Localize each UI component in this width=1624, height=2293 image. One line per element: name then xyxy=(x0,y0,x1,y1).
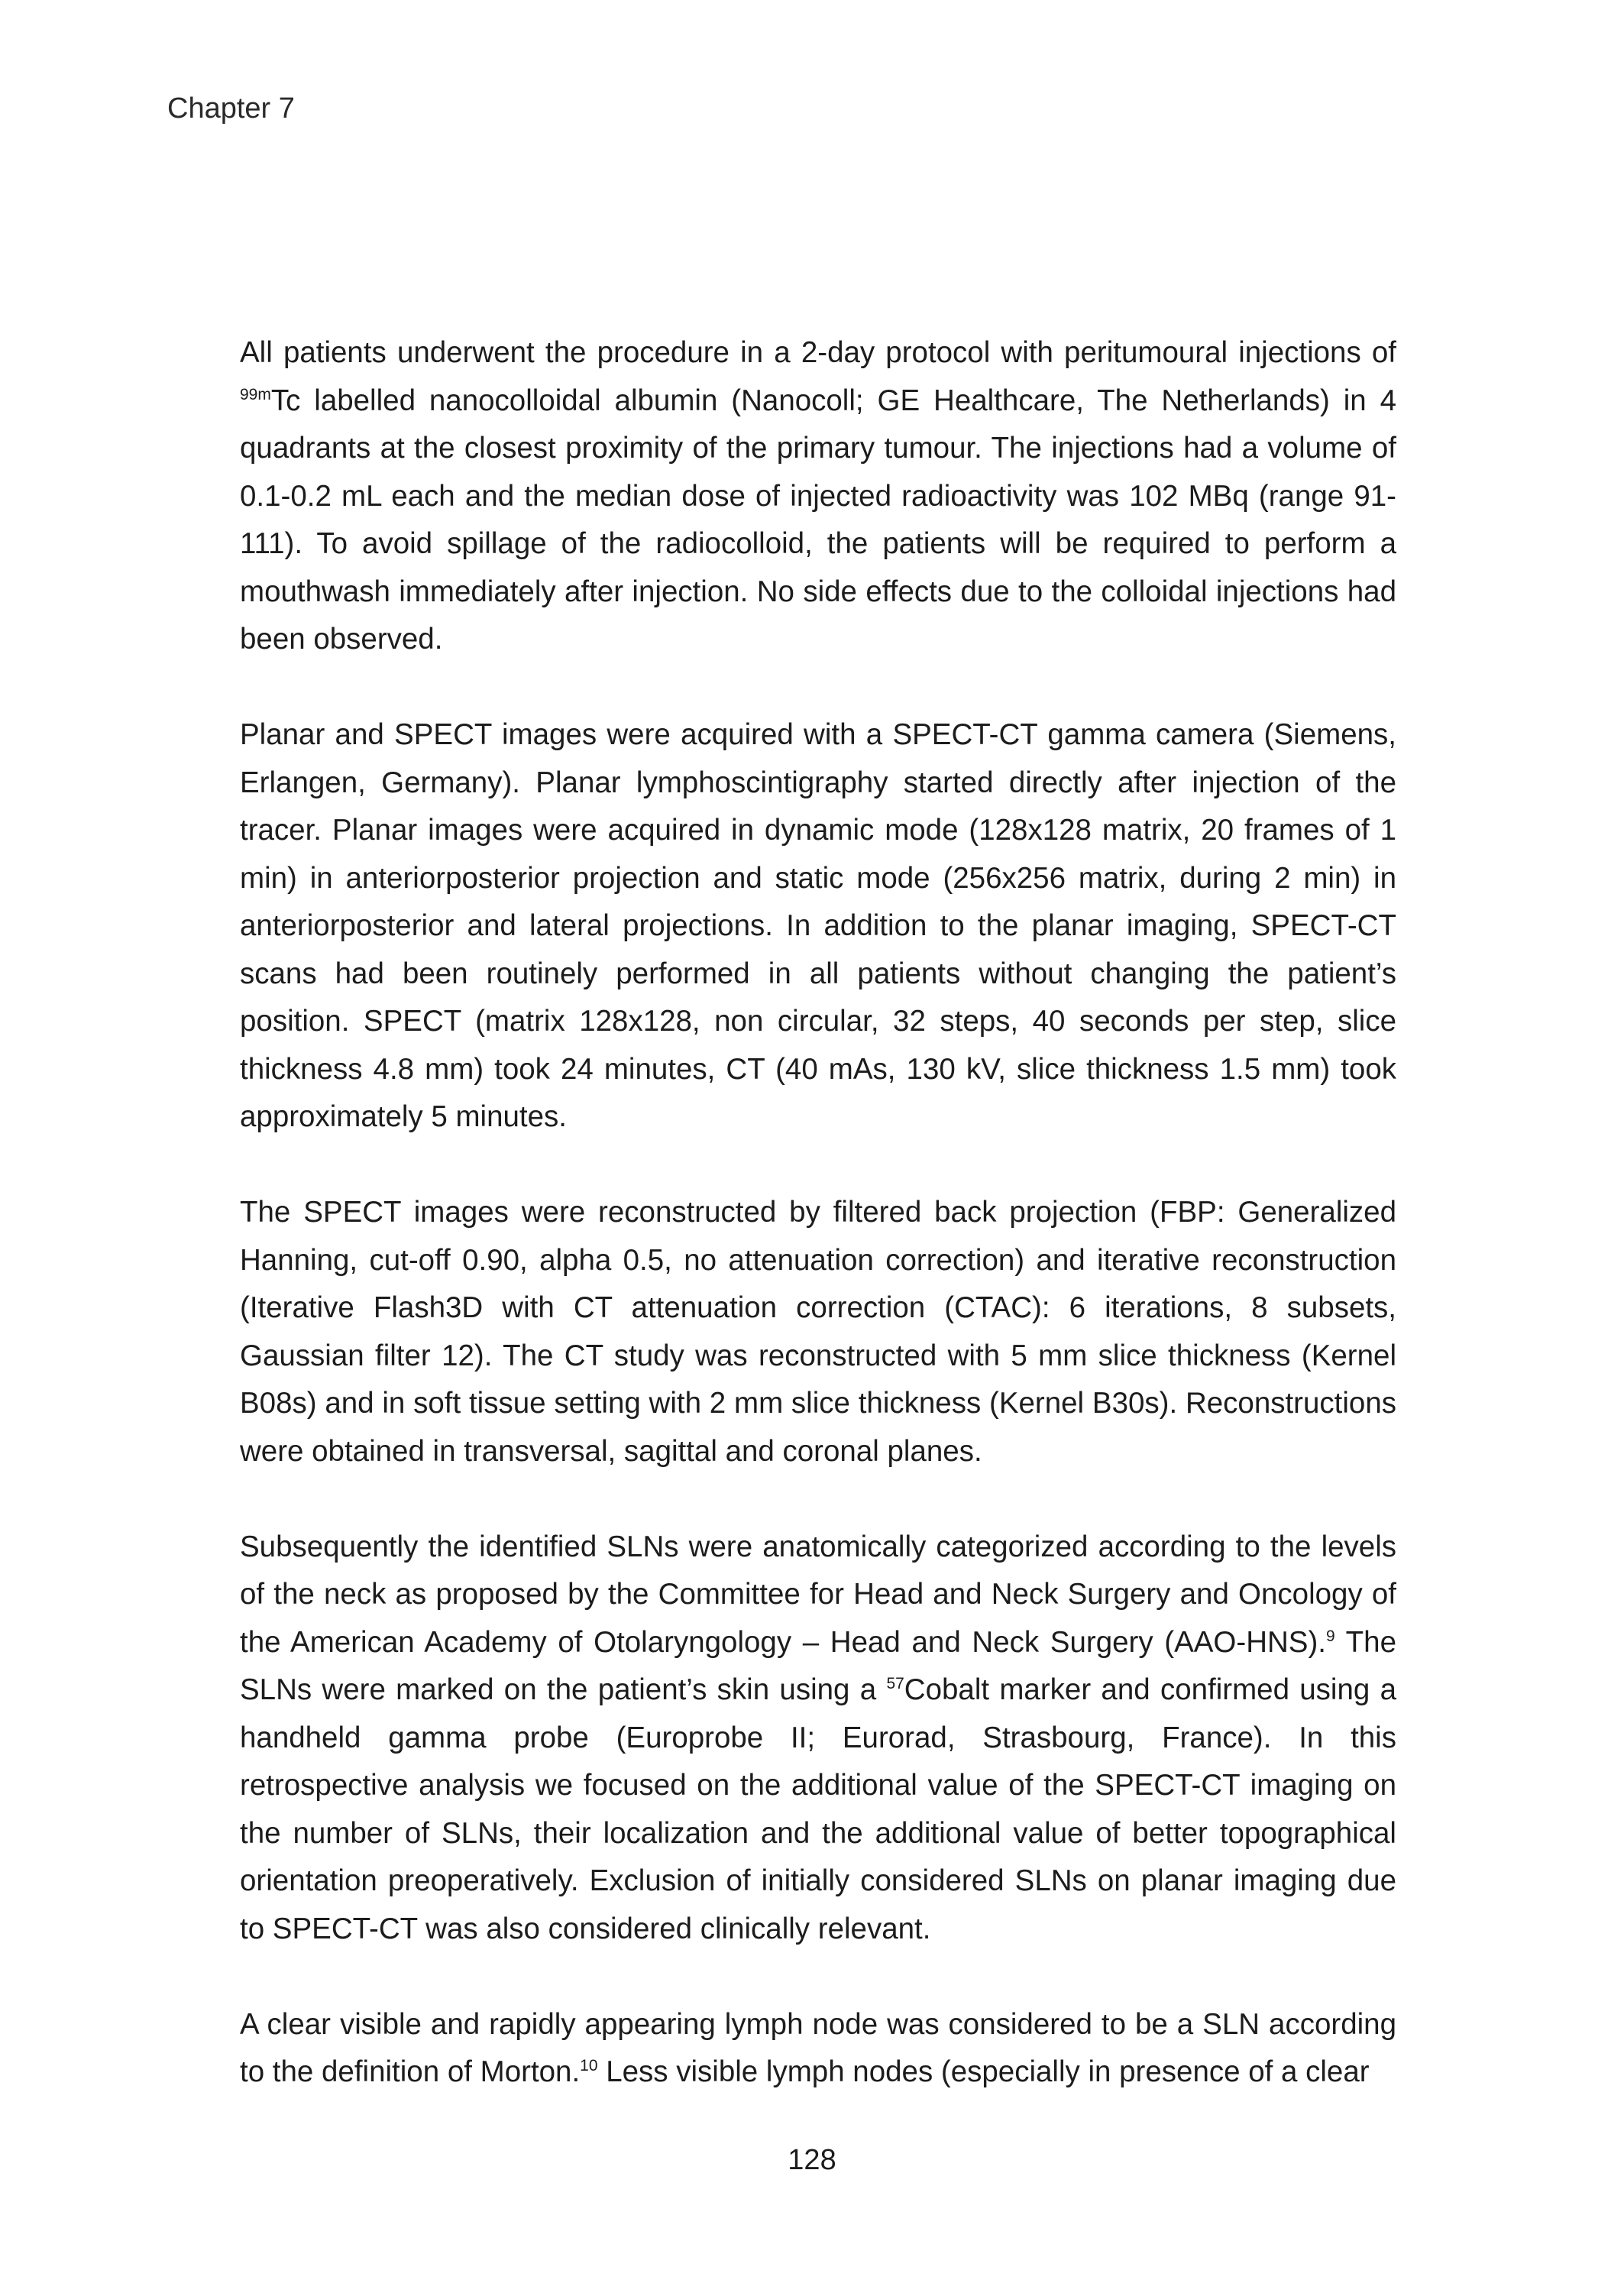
paragraph-text: Tc labelled nanocolloidal albumin (Nanocoll; GE Healthcare, The Netherlands) in 4 quadrants at the closest proximity of the primary tumour. The injections had a volume of 0.1-0.2 mL each and the median dose of injected radioactivity was 102 MBq (range 91-111). To avoid spillage of the radiocolloid, the patients will be required to perform a mouthwash immediately after injection. No side effects due to the colloidal injections had been observed. xyxy=(240,384,1396,656)
paragraph-sln-definition xyxy=(240,2001,1396,2097)
paragraph-text: Subsequently the identified SLNs were anatomically categorized according to the levels of the neck as proposed by the Committee for Head and Neck Surgery and Oncology of the American Academy of Otolaryngology – Head and Neck Surgery (AAO-HNS). xyxy=(240,1530,1396,1659)
superscript-isotope-mass: 99m xyxy=(240,385,271,403)
paragraph-image-acquisition: Planar and SPECT images were acquired with a SPECT-CT gamma camera (Siemens, Erlangen, Germany). Planar lymphoscintigraphy started directly after injection of the tracer. Planar images were acquired in dynamic mode (128x128 matrix, 20 frames of 1 min) in anteriorposterior projection and static mode (256x256 matrix, during 2 min) in anteriorposterior and lateral projections. In addition to the planar imaging, SPECT-CT scans had been routinely performed in all patients without changing the patient’s position. SPECT (matrix 128x128, non circular, 32 steps, 40 seconds per step, slice thickness 4.8 mm) took 24 minutes, CT (40 mAs, 130 kV, slice thickness 1.5 mm) took approximately 5 minutes. xyxy=(240,718,1396,1133)
page-number: 128 xyxy=(788,2144,836,2176)
paragraph-sln-categorization xyxy=(240,1524,1396,1954)
citation-superscript: 10 xyxy=(580,2057,598,2074)
running-header-chapter: Chapter 7 xyxy=(167,92,295,125)
superscript-isotope-mass: 57 xyxy=(886,1675,904,1692)
citation-superscript: 9 xyxy=(1326,1627,1335,1645)
paragraph-text: A clear visible and rapidly appearing lymph node was considered to be a SLN according to the definition of Morton. xyxy=(240,2007,1396,2088)
paragraph-text: All patients underwent the procedure in a 2-day protocol with peritumoural injections of xyxy=(240,336,1396,369)
paragraph-image-reconstruction: The SPECT images were reconstructed by filtered back projection (FBP: Generalized Hanning, cut-off 0.90, alpha 0.5, no attenuation correction) and iterative reconstruction (Iterative Flash3D with CT attenuation correction (CTAC): 6 iterations, 8 subsets, Gaussian filter 12). The CT study was reconstructed with 5 mm slice thickness (Kernel B08s) and in soft tissue setting with 2 mm slice thickness (Kernel B30s). Reconstructions were obtained in transversal, sagittal and coronal planes. xyxy=(240,1196,1396,1468)
paragraph-text: The SLNs were marked on the patient’s skin using a xyxy=(240,1625,1396,1706)
paragraph-text: Less visible lymph nodes (especially in presence of a clear xyxy=(597,2055,1370,2088)
paragraph-injection-protocol xyxy=(240,329,1396,664)
body-text xyxy=(240,329,1396,2144)
paragraph-text: Cobalt marker and confirmed using a handheld gamma probe (Europrobe II; Eurorad, Strasbourg, France). In this retrospective analysis we focused on the additional value of the SPECT-CT imaging on the number of SLNs, their localization and the additional value of better topographical orientation preoperatively. Exclusion of initially considered SLNs on planar imaging due to SPECT-CT was also considered clinically relevant. xyxy=(240,1673,1396,1945)
